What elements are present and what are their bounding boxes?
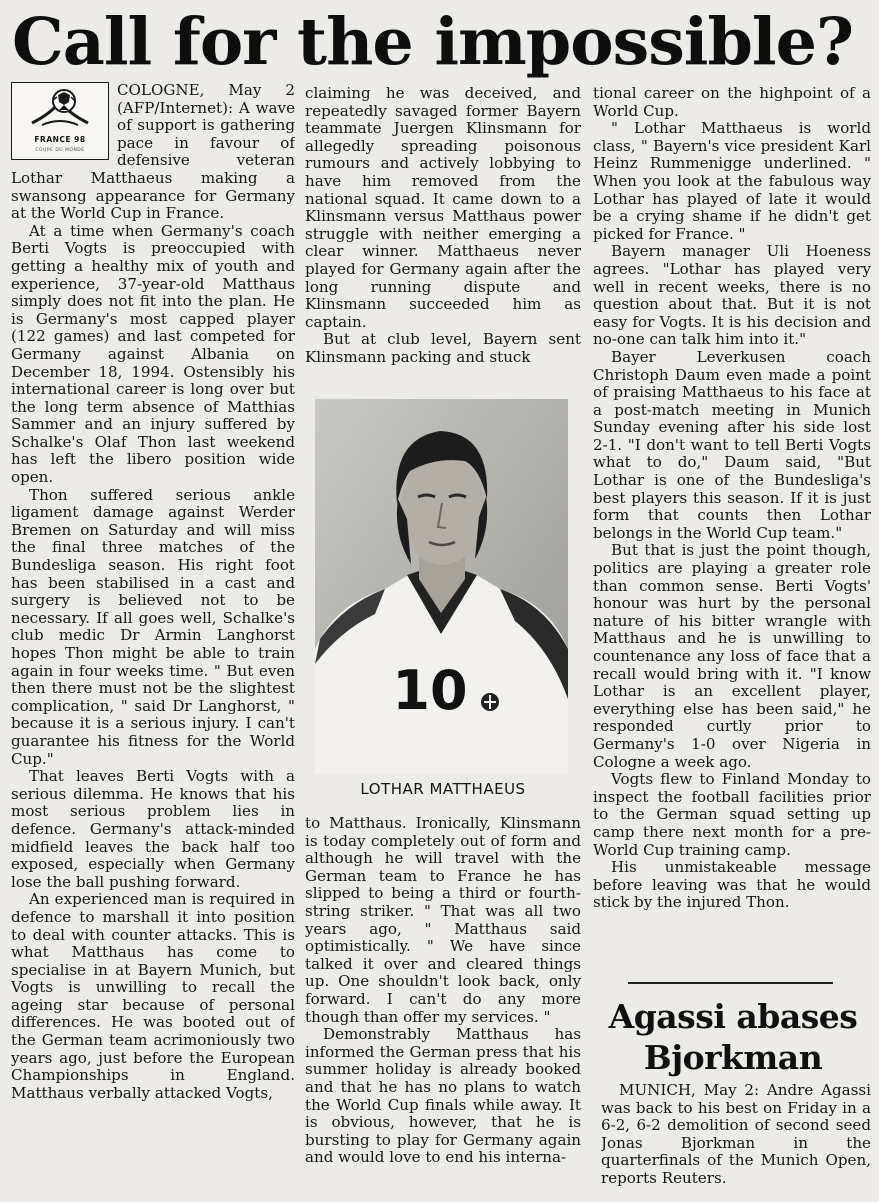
paragraph: tional career on the highpoint of a World Cup. [593,85,871,120]
paragraph: An experienced man is required in defence to marshall it into position to deal with counter attacks. This is what Matthaus has come to specialise in at Bayern Munich, but Vogts is unwilling to recall the ageing star because of personal differences. He was booted out of the German team acrimoniously two years ago, just before the European Championships in England. Matthaus verbally attacked Vogts, [11,890,295,1102]
paragraph: Bayer Leverkusen coach Christoph Daum even made a point of praising Matthaeus to his face at a post-match meeting in Munich Sunday evening after his side lost 2-1. "I don't want to tell Berti Vogts what to do," Daum said, "But Lothar is one of the Bundesliga's best players this season. If it is just form that counts then Lothar belongs in the World Cup team." [593,347,871,542]
divider [628,982,833,984]
paragraph: Vogts flew to Finland Monday to inspect the football facilities prior to the German squad setting up camp there next month for a pre-World Cup training camp. [593,770,871,859]
logo-text: FRANCE 98 [34,135,86,144]
paragraph: Thon suffered serious ankle ligament damage against Werder Bremen on Saturday and will miss the final three matches of the Bundesliga season. His right foot has been stabilised in a cast and surgery is believed not to be necessary. If all goes well, Schalke's club medic Dr Armin Langhorst hopes Thon might be able to train again in four weeks time. " But even then there must not be the slightest complication, " said Dr Langhorst, " because it is a serious injury. I can't guarantee his fitness for the World Cup." [11,485,295,768]
paragraph: But that is just the point though, politics are playing a greater role than common sense. Berti Vogts' honour was hurt by the personal nature of his bitter wrangle with Matthaus and he is unwilling to countenance any loss of face that a recall would bring with it. "I know Lothar is an excellent player, everything else has been said," he responded curtly prior to Germany's 1-0 over Nigeria in Cologne a week ago. [593,541,871,771]
shirt-number: 10 [392,659,468,722]
logo-subtext: COUPE DU MONDE [35,148,85,153]
paragraph: COLOGNE, May 2 (AFP/Internet): A wave of support is gathering pace in favour of defensive veteran Lothar Matthaeus making a swansong appearance for Germany at the World Cup in France. [11,82,295,223]
photo-caption: LOTHAR MATTHAEUS [360,780,526,798]
football-icon [12,83,108,131]
paragraph: claiming he was deceived, and repeatedly savaged former Bayern teammate Juergen Klinsmann for allegedly spreading poisonous rumours and actively lobbying to have him removed from the national squad. It came down to a Klinsmann versus Matthaus power struggle with neither emerging a clear winner. Matthaeus never played for Germany again after the long running dispute and Klinsmann succeeded him as captain. [305,85,581,331]
paragraph: Demonstrably Matthaus has informed the German press that his summer holiday is already booked and that he has no plans to watch the World Cup finals while away. It is obvious, however, that he is bursting to play for Germany again and would love to end his interna- [305,1025,581,1167]
paragraph: " Lothar Matthaeus is world class, " Bayern's vice president Karl Heinz Rummenigge underlined. " When you look at the fabulous way Lothar has played of late it would be a crying shame if he didn't get picked for France. " [593,119,871,243]
article-column-1 [11,82,295,1200]
paragraph: Bayern manager Uli Hoeness agrees. "Lothar has played very well in recent weeks, there is no question about that. But it is not easy for Vogts. It is his decision and no-one can talk him into it." [593,242,871,349]
headline: Call for the impossible? [12,4,854,80]
paragraph: At a time when Germany's coach Berti Vogts is preoccupied with getting a healthy mix of youth and experience, 37-year-old Matthaus simply does not fit into the plan. He is Germany's most capped player (122 games) and last competed for Germany against Albania on December 18, 1994. Ostensibly his international career is long over but the long term absence of Matthias Sammer and an injury suffered by Schalke's Olaf Thon last weekend has left the libero position wide open. [11,221,295,487]
article-column-2-top [305,85,581,397]
paragraph: His unmistakeable message before leaving was that he would stick by the injured Thon. [593,858,871,912]
sidebar-headline-line-2: Bjorkman [643,1038,823,1077]
article-column-2-bottom [305,815,581,1200]
paragraph: But at club level, Bayern sent Klinsmann packing and stuck [305,330,581,366]
paragraph: That leaves Berti Vogts with a serious dilemma. He knows that his most serious problem lies in defence. Germany's attack-minded midfield leaves the back half too exposed, especially when Germany lose the ball pushing forward. [11,767,295,891]
sidebar-body: MUNICH, May 2: Andre Agassi was back to his best on Friday in a 6-2, 6-2 demolition of second seed Jonas Bjorkman in the quarterfinals of the Munich Open, reports Reuters. [601,1082,871,1187]
france-98-logo [11,82,109,160]
sidebar-headline [598,996,868,1078]
paragraph: to Matthaus. Ironically, Klinsmann is today completely out of form and although he will travel with the German team to France he has slipped to being a third or fourth-string striker. " That was all two years ago, " Matthaus said optimistically. " We have since talked it over and cleared things up. One shouldn't look back, only forward. I can't do any more though than offer my services. " [305,815,581,1026]
article-column-3 [593,85,871,985]
sidebar-story [601,1082,871,1200]
sidebar-headline-line-1: Agassi abases [608,997,858,1036]
player-photo [315,399,568,774]
